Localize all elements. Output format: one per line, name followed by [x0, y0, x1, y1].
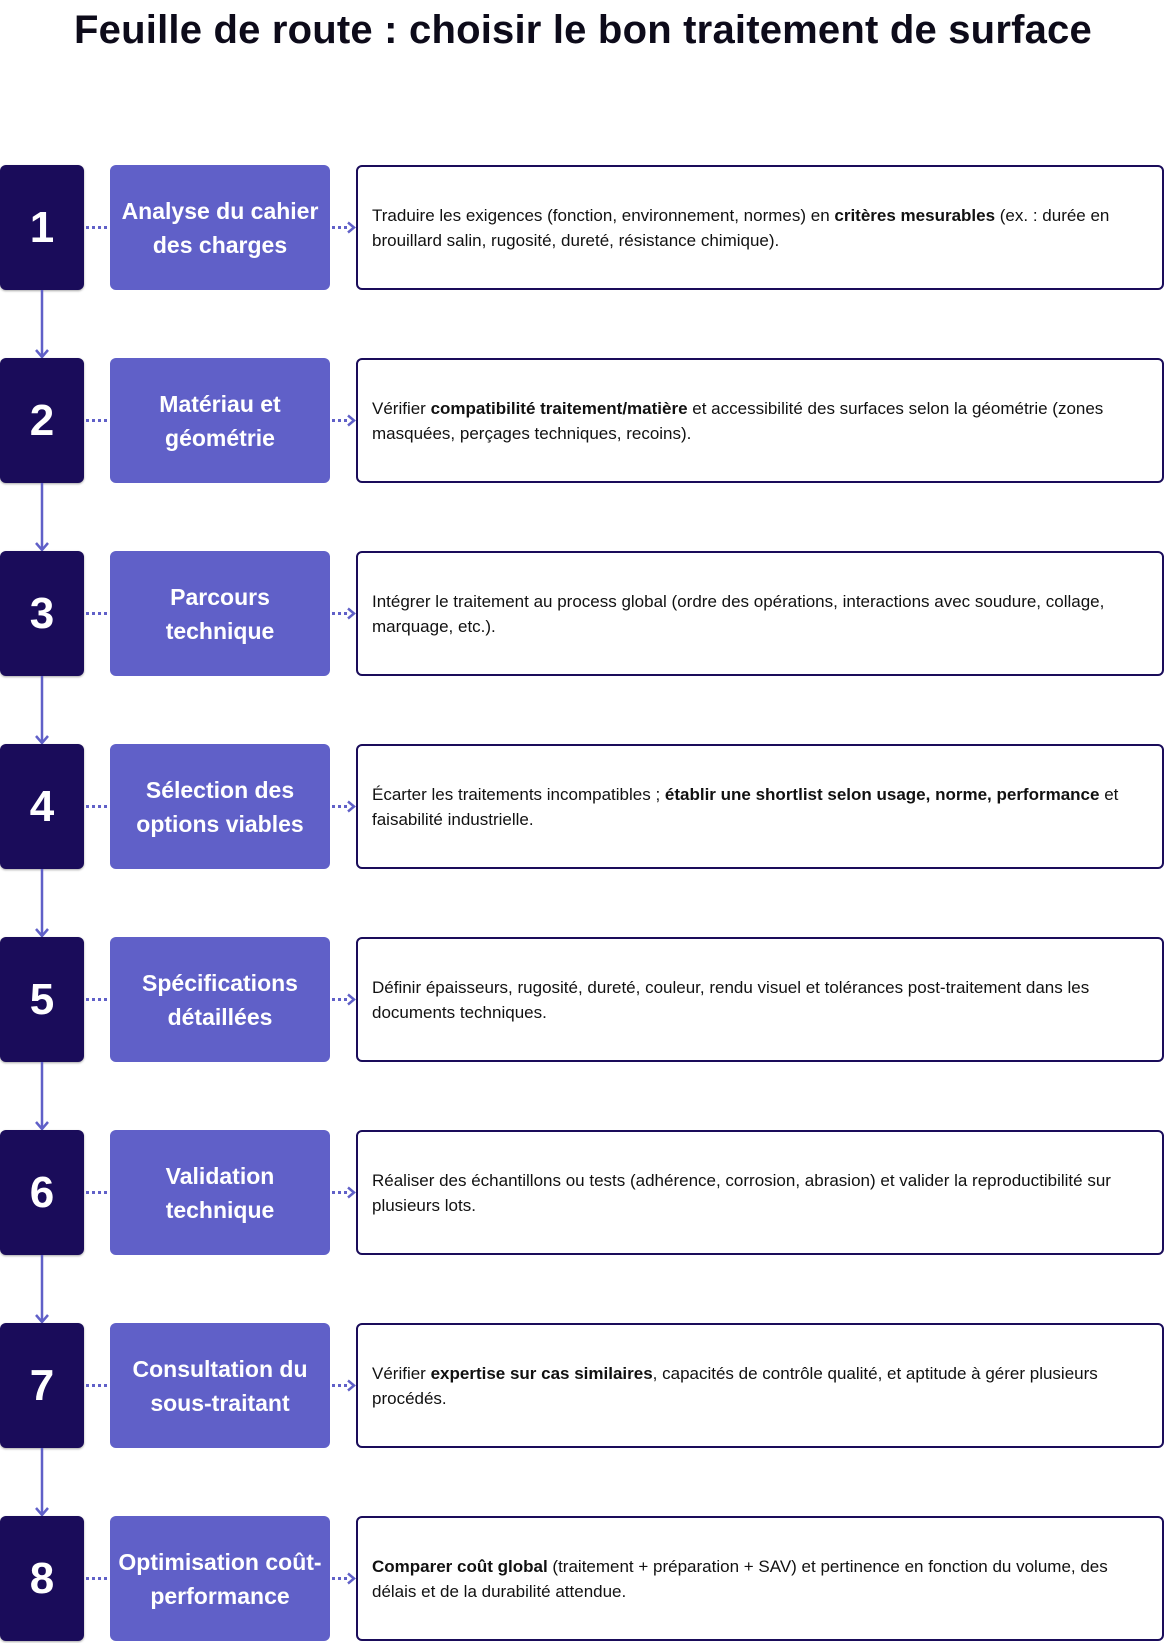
- dotted-arrow-connector: [330, 551, 356, 676]
- arrowhead-icon: [348, 995, 354, 1005]
- step-number: 2: [0, 358, 84, 483]
- description-segment: Vérifier: [372, 1363, 431, 1383]
- step-description-text: [372, 589, 1148, 639]
- step-2: [0, 358, 1166, 483]
- down-arrow-icon: [30, 1448, 54, 1516]
- down-arrow-icon: [30, 869, 54, 937]
- step-description: [356, 165, 1164, 290]
- dotted-connector: [84, 358, 110, 483]
- step-description-text: [372, 203, 1148, 253]
- dotted-connector: [84, 1130, 110, 1255]
- down-arrow-icon: [30, 290, 54, 358]
- step-description-text: [372, 1168, 1148, 1218]
- step-title: Parcours technique: [110, 551, 330, 676]
- step-description: [356, 358, 1164, 483]
- dotted-arrow-connector: [330, 1323, 356, 1448]
- down-arrow-icon: [30, 1062, 54, 1130]
- description-segment: et faisabilité industrielle.: [372, 784, 1119, 829]
- description-emphasis: Comparer coût global: [372, 1556, 548, 1576]
- step-1: [0, 165, 1166, 290]
- page-title: Feuille de route : choisir le bon traitement de surface: [74, 8, 1092, 52]
- step-number: 5: [0, 937, 84, 1062]
- dotted-connector: [84, 744, 110, 869]
- step-number: 3: [0, 551, 84, 676]
- step-description: [356, 1516, 1164, 1641]
- dotted-arrow-connector: [330, 1516, 356, 1641]
- arrowhead-icon: [348, 609, 354, 619]
- dotted-arrow-connector: [330, 358, 356, 483]
- step-description: [356, 1323, 1164, 1448]
- dotted-connector: [84, 1323, 110, 1448]
- arrowhead-icon: [348, 1574, 354, 1584]
- step-title: Optimisation coût-performance: [110, 1516, 330, 1641]
- step-5: [0, 937, 1166, 1062]
- step-number: 1: [0, 165, 84, 290]
- step-number: 7: [0, 1323, 84, 1448]
- dotted-arrow-connector: [330, 1130, 356, 1255]
- description-segment: , capacités de contrôle qualité, et aptitude à gérer plusieurs procédés.: [372, 1363, 1098, 1408]
- step-title: Sélection des options viables: [110, 744, 330, 869]
- description-segment: Traduire les exigences (fonction, environnement, normes) en: [372, 205, 835, 225]
- step-number: 8: [0, 1516, 84, 1641]
- step-3: [0, 551, 1166, 676]
- description-emphasis: établir une shortlist selon usage, norme, performance: [664, 784, 1100, 804]
- dotted-connector: [84, 551, 110, 676]
- description-emphasis: compatibilité traitement/matière: [430, 398, 688, 418]
- step-title: Consultation du sous-traitant: [110, 1323, 330, 1448]
- arrowhead-icon: [348, 1381, 354, 1391]
- step-title: Matériau et géométrie: [110, 358, 330, 483]
- description-segment: (traitement + préparation + SAV) et pertinence en fonction du volume, des délais et de la durabilité attendue.: [372, 1556, 1108, 1601]
- dotted-arrow-connector: [330, 744, 356, 869]
- description-segment: et accessibilité des surfaces selon la géométrie (zones masquées, perçages techniques, recoins).: [372, 398, 1104, 443]
- step-number: 6: [0, 1130, 84, 1255]
- description-segment: Intégrer le traitement au process global (ordre des opérations, interactions avec soudure, collage, marquage, etc.).: [372, 591, 1105, 636]
- step-description: [356, 744, 1164, 869]
- dotted-connector: [84, 937, 110, 1062]
- step-4: [0, 744, 1166, 869]
- dotted-arrow-connector: [330, 937, 356, 1062]
- step-title: Analyse du cahier des charges: [110, 165, 330, 290]
- down-arrow-icon: [30, 483, 54, 551]
- step-description: [356, 937, 1164, 1062]
- down-arrow-icon: [30, 676, 54, 744]
- arrowhead-icon: [348, 1188, 354, 1198]
- step-7: [0, 1323, 1166, 1448]
- down-arrow-icon: [30, 1255, 54, 1323]
- dotted-arrow-connector: [330, 165, 356, 290]
- dotted-connector: [84, 1516, 110, 1641]
- step-description-text: [372, 1361, 1148, 1411]
- description-emphasis: critères mesurables: [834, 205, 996, 225]
- step-8: [0, 1516, 1166, 1641]
- step-description-text: [372, 1554, 1148, 1604]
- description-segment: Réaliser des échantillons ou tests (adhérence, corrosion, abrasion) et valider la reproductibilité sur plusieurs lots.: [372, 1170, 1111, 1215]
- description-segment: Vérifier: [372, 398, 431, 418]
- dotted-connector: [84, 165, 110, 290]
- description-segment: (ex. : durée en brouillard salin, rugosité, dureté, résistance chimique).: [372, 205, 1110, 250]
- arrowhead-icon: [348, 416, 354, 426]
- description-emphasis: expertise sur cas similaires: [430, 1363, 653, 1383]
- step-description-text: [372, 782, 1148, 832]
- description-segment: Définir épaisseurs, rugosité, dureté, couleur, rendu visuel et tolérances post-traitement dans les documents techniques.: [372, 977, 1090, 1022]
- step-description-text: [372, 396, 1148, 446]
- step-description-text: [372, 975, 1148, 1025]
- arrowhead-icon: [348, 802, 354, 812]
- description-segment: Écarter les traitements incompatibles ;: [372, 784, 665, 804]
- step-6: [0, 1130, 1166, 1255]
- step-description: [356, 551, 1164, 676]
- step-description: [356, 1130, 1164, 1255]
- step-number: 4: [0, 744, 84, 869]
- step-title: Spécifications détaillées: [110, 937, 330, 1062]
- step-title: Validation technique: [110, 1130, 330, 1255]
- arrowhead-icon: [348, 223, 354, 233]
